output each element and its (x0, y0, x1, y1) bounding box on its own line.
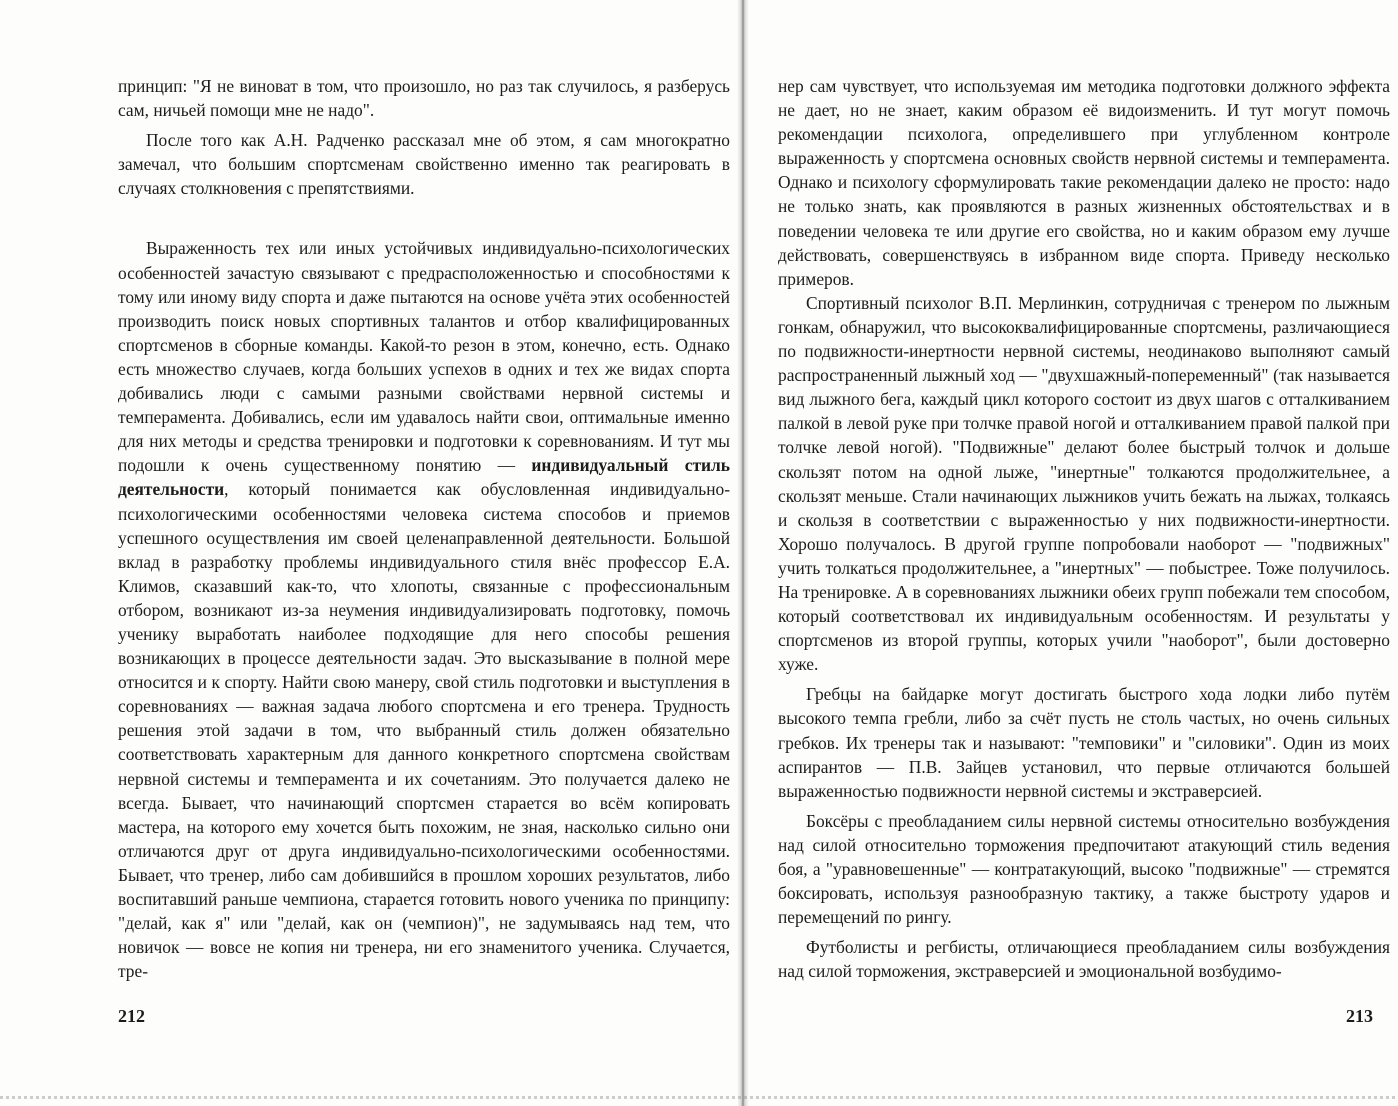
left-page-text (118, 74, 730, 983)
right-page-text (778, 74, 1390, 983)
page-number: 213 (1346, 1006, 1373, 1026)
paragraph: Футболисты и регбисты, отличающиеся преобладанием силы возбуждения над силой торможения, экстраверсией и эмоциональной возбудимо- (778, 937, 1390, 982)
paragraph-text: , который понимается как обусловленная индивидуально-психологическими особенностями человека система способов и приемов успешного осуществления им своей целенаправленной деятельности. Большой вклад в разработку проблемы индивидуального стиля внёс профессор Е.А. Климов, сказавший как-то, что хлопоты, связанные с профессиональным отбором, возникают из-за неумения индивидуализировать подготовку, помочь ученику выработать наиболее подходящие для него способы решения возникающих в процессе деятельности задач. Это высказывание в полной мере относится и к спорту. Найти свою манеру, свой стиль подготовки и выступления в соревнованиях — важная задача любого спортсмена и его тренера. Трудность решения этой задачи в том, что выбранный стиль должен обязательно соответствовать характерным для данного конкретного спортсмена свойствам нервной системы и темперамента и их сочетаниям. Это получается далеко не всегда. Бывает, что начинающий спортсмен старается во всём копировать мастера, на которого ему хочется быть похожим, не зная, насколько сильно они отличаются друг от друга индивидуально-психологическими особенностями. Бывает, что тренер, либо сам добившийся в прошлом хороших результатов, либо воспитавший раньше чемпиона, старается готовить нового ученика по принципу: "делай, как я" или "делай, как он (чемпион)", не задумываясь над тем, что новичок — вовсе не копия ни тренера, ни его знаменитого ученика. Случается, тре- (118, 479, 730, 982)
paragraph: После того как А.Н. Радченко рассказал мне об этом, я сам многократно замечал, что большим спортсменам свойственно именно так реагировать в случаях столкновения с препятствиями. (118, 130, 730, 199)
paragraph: принцип: "Я не виноват в том, что произошло, но раз так случилось, я разберусь сам, ничьей помощи мне не надо". (118, 76, 730, 121)
page-number: 212 (118, 1006, 145, 1026)
paragraph (118, 236, 730, 983)
paragraph: Гребцы на байдарке могут достигать быстрого хода лодки либо путём высокого темпа гребли, либо за счёт пусть не столь частых, но очень сильных гребков. Их тренеры так и называют: "темповики" и "силовики". Один из моих аспирантов — П.В. Зайцев установил, что первые отличаются большей выраженностью подвижности нервной системы и экстраверсией. (778, 684, 1390, 801)
key-term: индивидуальный стиль деятельности (118, 455, 730, 500)
paragraph: Спортивный психолог В.П. Мерлинкин, сотрудничая с тренером по лыжным гонкам, обнаружил, что высококвалифицированные спортсмены, различающиеся по подвижности-инертности нервной системы, неодинаково выполняют самый распространенный лыжный ход — "двухшажный-попеременный" (так называется вид лыжного бега, каждый цикл которого состоит из двух шагов с отталкиванием палкой в левой руке при толчке правой ногой и отталкиванием правой палкой при толчке левой ногой). "Подвижные" делают более быстрый толчок и дольше скользят потом на одной лыже, "инертные" толкаются продолжительнее, а скользят меньше. Стали начинающих лыжников учить бежать на лыжах, толкаясь и скользя в соответствии с выраженностью у них подвижности-инертности. Хорошо получалось. В другой группе попробовали наоборот — "подвижных" учить толкаться продолжительнее, а "инертных" — побыстрее. Тоже получилось. На тренировке. А в соревнованиях лыжники обеих групп побежали тем способом, который соответствовал их индивидуальным особенностям. И результаты у спортсменов из второй группы, которых учили "наоборот", были достоверно хуже. (778, 292, 1390, 675)
page-bottom-edge (0, 1096, 1398, 1099)
paragraph: Боксёры с преобладанием силы нервной системы относительно возбуждения над силой относительно торможения предпочитают атакующий стиль ведения боя, а "уравновешенные" — контратакующий, высоко "подвижные" — стремятся боксировать, используя разнообразную тактику, а также быстроту ударов и перемещений по рингу. (778, 810, 1390, 928)
paragraph: нер сам чувствует, что используемая им методика подготовки должного эффекта не дает, но не знает, каким образом её видоизменить. И тут могут помочь рекомендации психолога, определившего при углубленном контроле выраженность у спортсмена основных свойств нервной системы и темперамента. Однако и психологу сформулировать такие рекомендации далеко не просто: надо не только знать, как проявляются в разных жизненных обстоятельствах и в поведении человека те или другие его свойства, но и каким образом ему лучше действовать, совершенствуясь в избранном виде спорта. Приведу несколько примеров. (778, 76, 1390, 289)
paragraph-text: Выраженность тех или иных устойчивых индивидуально-психологических особенностей зачастую связывают с предрасположенностью и способностями к тому или иному виду спорта и даже пытаются на основе учёта этих особенностей производить поиск новых спортивных талантов и отбор квалифицированных спортсменов в сборные команды. Какой-то резон в этом, конечно, есть. Однако есть множество случаев, когда больших успехов в одних и тех же видах спорта добивались люди с самыми разными свойствами нервной системы и темперамента. Добивались, если им удавалось найти свои, оптимальные именно для них методы и средства тренировки и подготовки к соревнованиям. И тут мы подошли к очень существенному понятию — (118, 238, 730, 476)
